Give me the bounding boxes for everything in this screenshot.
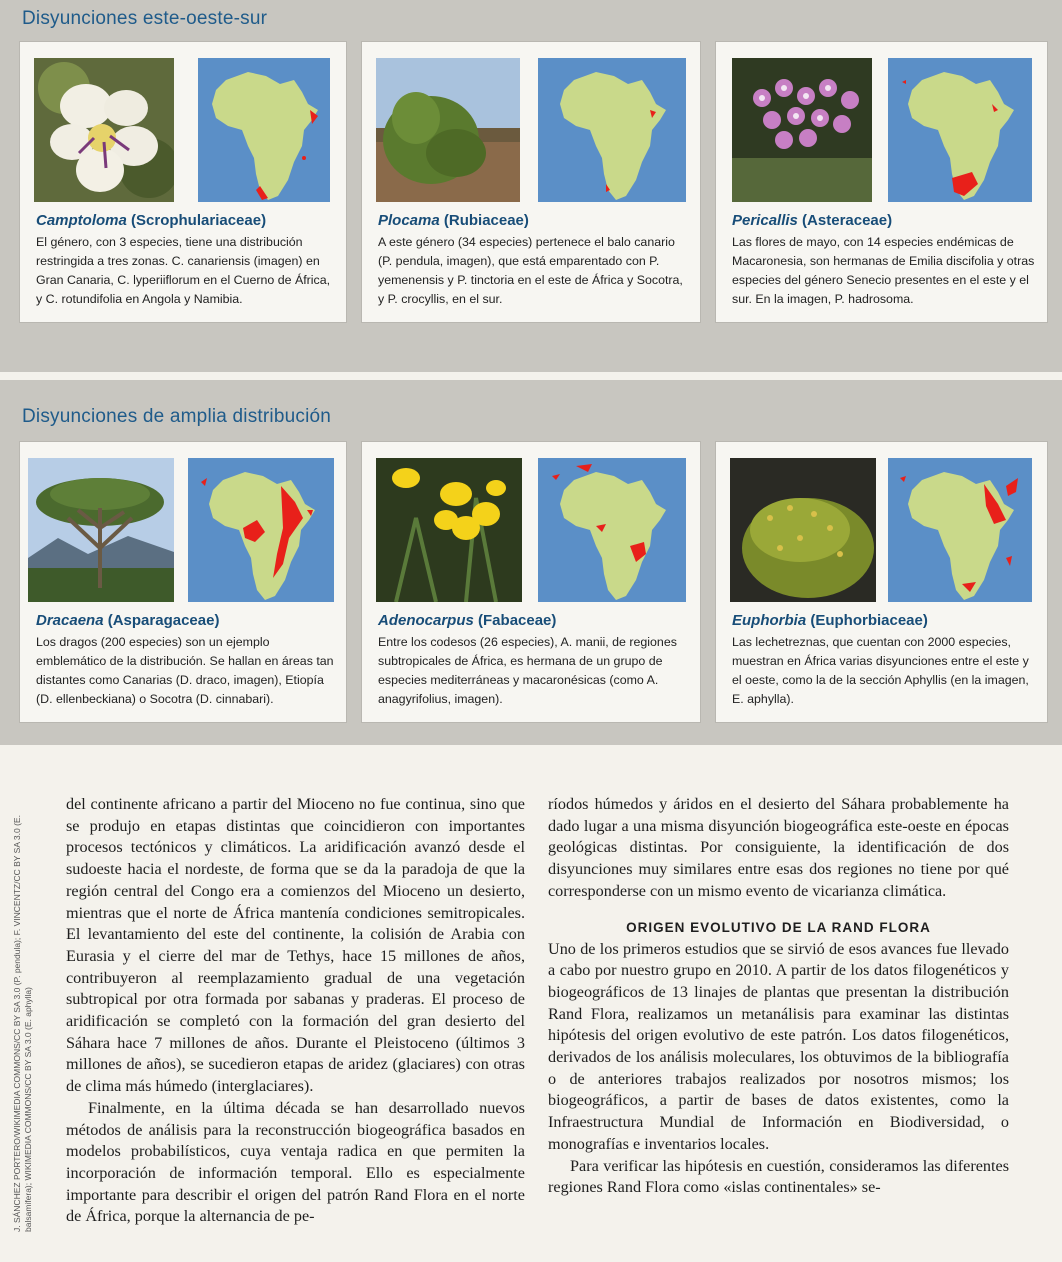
section-title-east-west-south: Disyunciones este-oeste-sur [22, 8, 268, 29]
card-title-plocama: Plocama (Rubiaceae) [378, 212, 529, 229]
photo-pericallis [732, 58, 872, 202]
body-paragraph: Uno de los primeros estudios que se sirvió de esos avances fue llevado a cabo por nuestro grupo en 2010. A partir de los datos filogenéticos y biogeográficos de 13 linajes de plantas que presentan la distribución Rand Flora, realizamos un metanálisis para examinar las distintas hipótesis del origen evolutivo de este patrón. Los datos filogenéticos, derivados de los análisis moleculares, los obtuvimos de la bibliografía o de anteriores trabajos realizados por nosotros mismos; los biogeográficos, a partir de bases de datos existentes, como la Infraestructura Mundial de Información en Biodiversidad, o monografías e inventarios locales. [548, 939, 1009, 1153]
card-description-adenocarpus: Entre los codesos (26 especies), A. manii, de regiones subtropicales de África, es hermana de un grupo de especies mediterráneas y macaronésicas (como A. anagyrifolius, imagen). [378, 635, 677, 706]
map-camptoloma [198, 58, 330, 202]
card-dracaena [20, 442, 346, 722]
card-camptoloma [20, 42, 346, 322]
map-adenocarpus [538, 458, 686, 602]
map-pericallis [888, 58, 1032, 202]
card-description-plocama: A este género (34 especies) pertenece el balo canario (P. pendula, imagen), que está emparentado con P. yemenensis y P. tinctoria en el este de África y Socotra, y P. crocyllis, en el sur. [378, 235, 683, 306]
photo-euphorbia [730, 458, 876, 602]
card-title-camptoloma: Camptoloma (Scrophulariaceae) [36, 212, 267, 229]
body-paragraph: Finalmente, en la última década se han desarrollado nuevos métodos de análisis para la reconstrucción biogeográfica basados en modelos probabilísticos, cuya ventaja radica en que permiten la incorporación de información temporal. Ello es especialmente importante para describir el origen del patrón Rand Flora en el norte de África, porque la alternancia de pe- [66, 1098, 525, 1226]
body-paragraph: ríodos húmedos y áridos en el desierto del Sáhara probablemente ha dado lugar a una misma disyunción biogeográfica este-oeste en épocas geológicas distintas. Por consiguiente, la identificación de dos disyunciones muy similares entre esas dos regiones no tiene por qué corresponderse con un mismo evento de vicarianza climática. [548, 795, 1009, 900]
card-title-euphorbia: Euphorbia (Euphorbiaceae) [732, 612, 928, 629]
body-column-right [548, 794, 1009, 1199]
photo-adenocarpus [376, 458, 522, 602]
section-title-wide-distribution: Disyunciones de amplia distribución [22, 406, 332, 427]
card-title-adenocarpus: Adenocarpus (Fabaceae) [378, 612, 557, 629]
photo-dracaena [28, 458, 174, 602]
map-euphorbia [888, 458, 1032, 602]
body-paragraph: Para verificar las hipótesis en cuestión, consideramos las diferentes regiones Rand Flora como «islas continentales» se- [548, 1156, 1009, 1197]
card-description-camptoloma: El género, con 3 especies, tiene una distribución restringida a tres zonas. C. canariensis (imagen) en Gran Canaria, C. lyperiiflorum en el Cuerno de África, y C. rotundifolia en Angola y Namibia. [36, 235, 331, 306]
photo-plocama [376, 58, 520, 202]
card-description-dracaena: Los dragos (200 especies) son un ejemplo emblemático de la distribución. Se hallan en áreas tan distantes como Canarias (D. draco, imagen), Etiopía (D. ellenbeckiana) o Socotra (D. cinnabari). [36, 635, 334, 706]
card-title-pericallis: Pericallis (Asteraceae) [732, 212, 893, 229]
card-plocama [362, 42, 700, 322]
card-title-dracaena: Dracaena (Asparagaceae) [36, 612, 220, 629]
photo-credit: J. SÁNCHEZ PORTERO/WIKIMEDIA COMMONS/CC BY SA 3.0 (P. pendula); F. VINCENTZ/CC BY SA 3.0 (E. balsamifera); WIKIMEDIA COMMONS/CC BY SA 3.0 (E. aphylla) [12, 815, 33, 1232]
card-description-euphorbia: Las lechetreznas, que cuentan con 2000 especies, muestran en África varias disyunciones entre el este y el oeste, como la de la sección Aphyllis (en la imagen, E. aphylla). [732, 635, 1029, 706]
section-divider [20, 372, 1047, 374]
map-dracaena [188, 458, 334, 602]
section-subheading: ORIGEN EVOLUTIVO DE LA RAND FLORA [626, 919, 931, 935]
card-adenocarpus [362, 442, 700, 722]
body-paragraph: del continente africano a partir del Mioceno no fue continua, sino que se produjo en etapas distintas que coincidieron con importantes procesos tectónicos y climáticos. La aridificación avanzó desde el sudoeste hacia el nordeste, de forma que se da la paradoja de que la región central del Congo era a comienzos del Mioceno un desierto, mientras que el norte de África mantenía condiciones semitropicales. El levantamiento del este del continente, la colisión de Arabia con Eurasia y el cierre del mar de Tethys, hace 15 millones de años, contribuyeron al reemplazamiento gradual de una vegetación subtropical por otra formada por sabanas y praderas. El proceso de aridificación se completó con la formación del gran desierto del Sáhara hace 7 millones de años. Durante el Pleistoceno (últimos 3 millones de años), se sucedieron etapas de aridez (glaciares) con otras de clima más húmedo (interglaciares). [66, 795, 525, 1096]
body-column-left [66, 794, 525, 1228]
card-pericallis [716, 42, 1047, 322]
map-plocama [538, 58, 686, 202]
card-description-pericallis: Las flores de mayo, con 14 especies endémicas de Macaronesia, son hermanas de Emilia discifolia y otras especies del género Senecio presentes en el este y el sur. En la imagen, P. hadrosoma. [732, 235, 1035, 306]
photo-camptoloma [34, 58, 174, 202]
card-euphorbia [716, 442, 1047, 722]
